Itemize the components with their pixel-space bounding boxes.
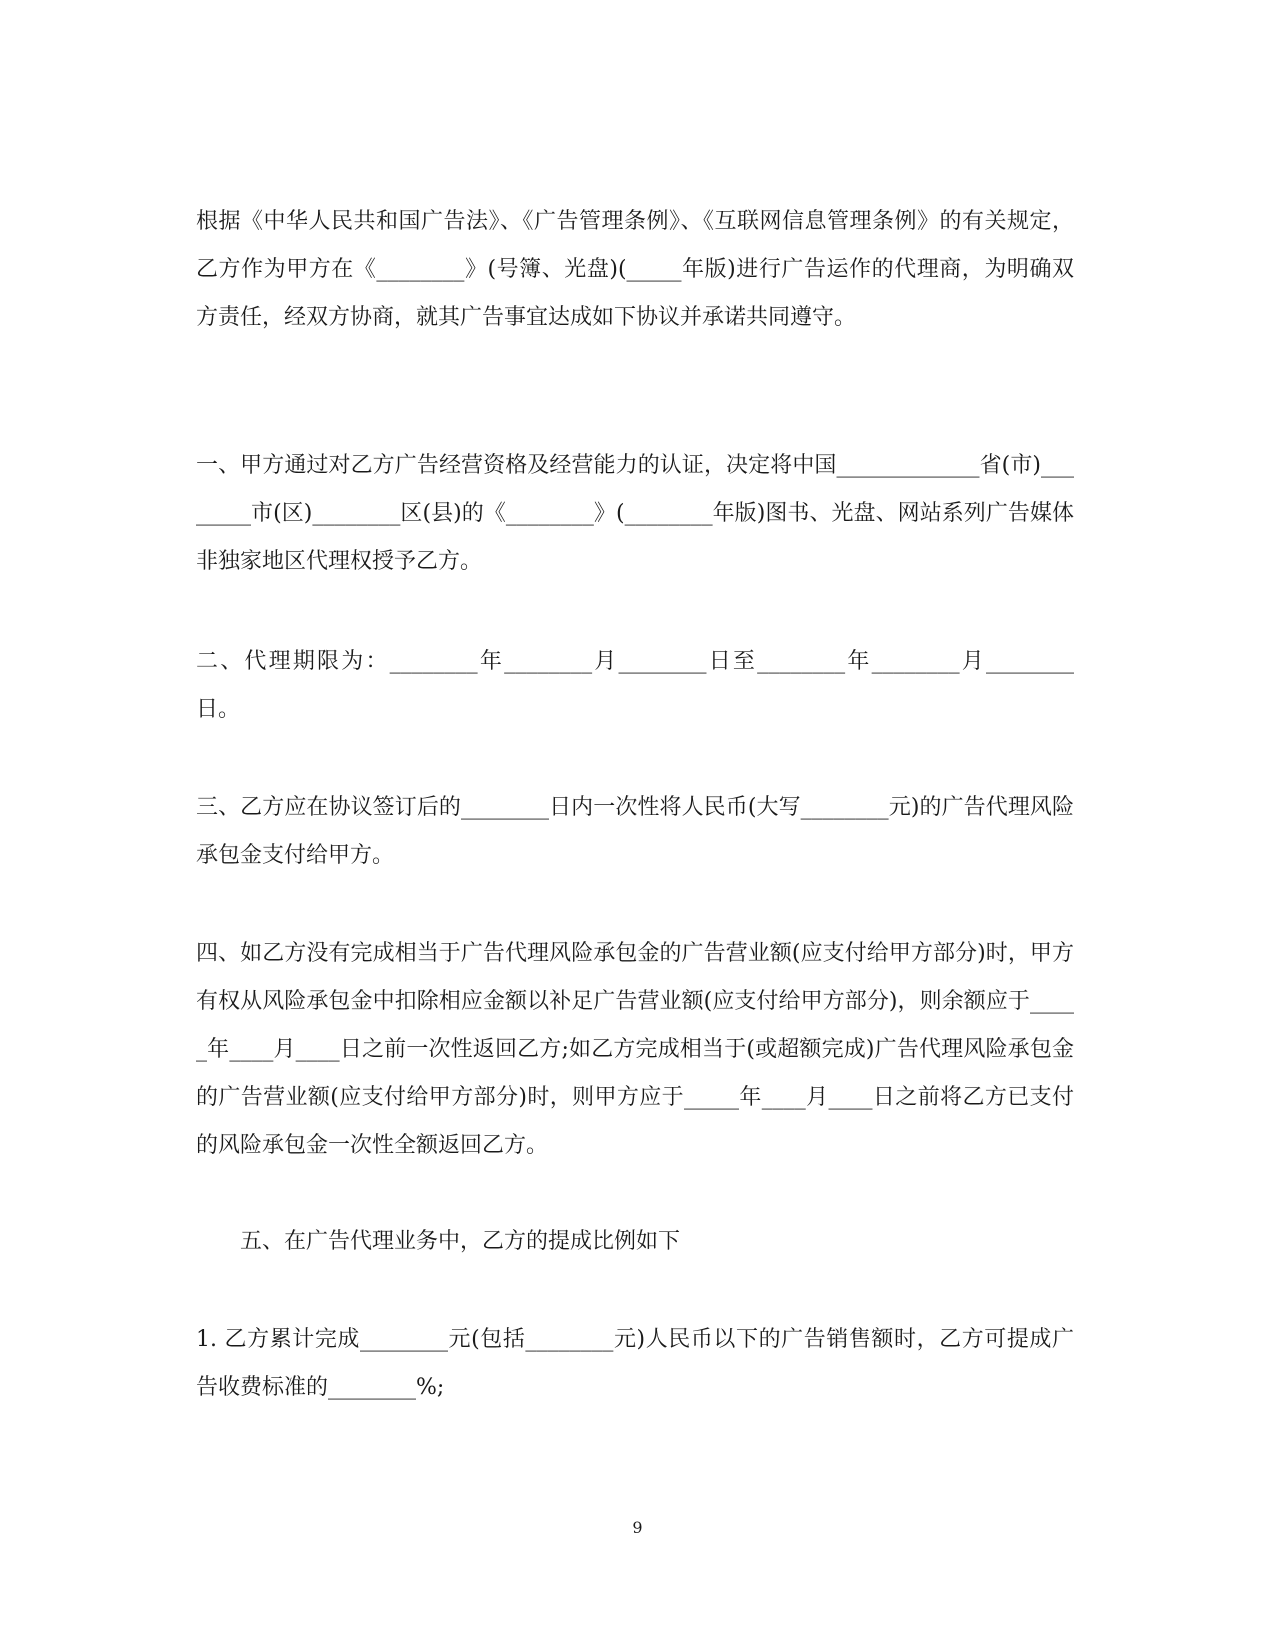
paragraph-clause-5: 五、在广告代理业务中，乙方的提成比例如下: [240, 1229, 681, 1254]
paragraph-item-1: 1. 乙方累计完成________元(包括________元)人民币以下的广告销售额时，乙方可提成广告收费标准的________%;: [196, 1327, 1074, 1400]
page-number: 9: [632, 1518, 643, 1537]
paragraph-intro: 根据《中华人民共和国广告法》、《广告管理条例》、《互联网信息管理条例》的有关规定，乙方作为甲方在《________》(号簿、光盘)(_____年版)进行广告运作的代理商，为明确双方责任，经双方协商，就其广告事宜达成如下协议并承诺共同遵守。: [196, 209, 1074, 330]
paragraph-clause-4: 四、如乙方没有完成相当于广告代理风险承包金的广告营业额(应支付给甲方部分)时，甲方有权从风险承包金中扣除相应金额以补足广告营业额(应支付给甲方部分)，则余额应于_____年____月____日之前一次性返回乙方;如乙方完成相当于(或超额完成)广告代理风险承包金的广告营业额(应支付给甲方部分)时，则甲方应于_____年____月____日之前将乙方已支付的风险承包金一次性全额返回乙方。: [196, 941, 1074, 1158]
paragraph-clause-3: 三、乙方应在协议签订后的________日内一次性将人民币(大写________元)的广告代理风险承包金支付给甲方。: [196, 795, 1074, 868]
paragraph-clause-1: 一、甲方通过对乙方广告经营资格及经营能力的认证，决定将中国_____________省(市)________市(区)________区(县)的《________》(________年版)图书、光盘、网站系列广告媒体非独家地区代理权授予乙方。: [196, 453, 1074, 574]
paragraph-clause-2: 二、代理期限为：________年________月________日至________年________月________日。: [196, 649, 1074, 722]
